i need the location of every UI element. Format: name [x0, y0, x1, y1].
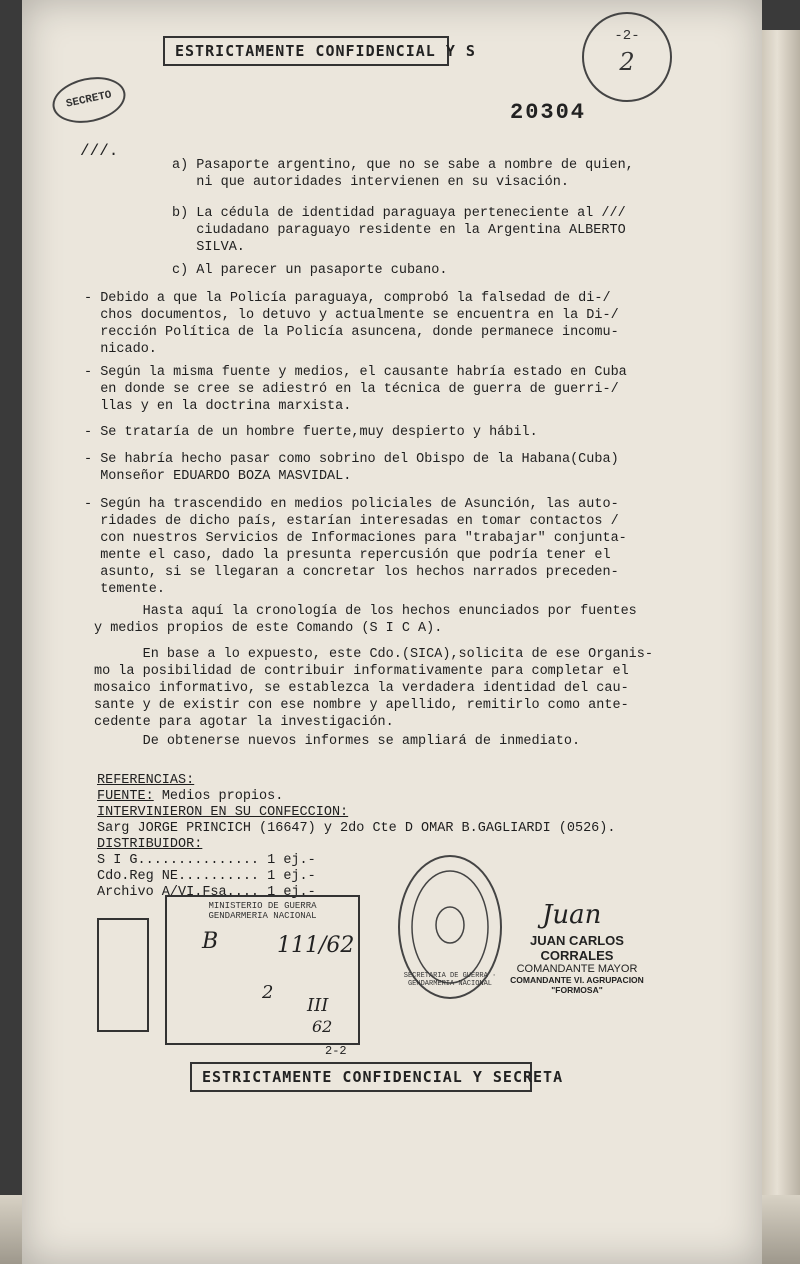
continuation-mark: ///.	[80, 142, 119, 160]
archive-stamp	[97, 918, 149, 1032]
signer-block	[492, 933, 662, 995]
page-edge	[762, 30, 800, 1264]
folio-number: 2	[619, 48, 635, 76]
intervened-label: INTERVINIERON EN SU CONFECCION:	[97, 805, 349, 820]
top-confidential-banner: ESTRICTAMENTE CONFIDENCIAL Y S	[163, 36, 449, 66]
document-number: 20304	[510, 100, 587, 125]
item-c: c) Al parecer un pasaporte cubano.	[172, 263, 448, 278]
folio-stamp	[582, 12, 672, 102]
paragraph-cronologia: Hasta aquí la cronología de los hechos enunciados por fuentes y medios propios de este Comando (S I C A).	[94, 604, 637, 636]
registry-month: III	[307, 995, 329, 1016]
source-label: FUENTE:	[97, 789, 154, 804]
references-title: REFERENCIAS:	[97, 773, 195, 788]
page-number: 2-2	[325, 1044, 347, 1058]
paragraph-solicitud: En base a lo expuesto, este Cdo.(SICA),solicita de ese Organis- mo la posibilidad de contribuir informativamente para completar el mosaico informativo, se establezca la verdadera identidad del cau- sante y de existir con ese nombre y apellido, remitirlo como ante- cedente para agotar la investigación.	[94, 647, 653, 730]
distribution-line: Cdo.Reg NE.......... 1 ej.-	[97, 869, 316, 884]
paragraph-ampliacion: De obtenerse nuevos informes se ampliará de inmediato.	[94, 734, 581, 749]
item-a: a) Pasaporte argentino, que no se sabe a nombre de quien, ni que autoridades intervienen en su visación.	[172, 158, 634, 190]
signer-unit: COMANDANTE VI. AGRUPACION "FORMOSA"	[510, 975, 644, 995]
gendarmeria-seal	[398, 855, 502, 999]
distribution-line: S I G............... 1 ej.-	[97, 853, 316, 868]
document-page	[22, 0, 762, 1264]
bullet-cuba: - Según la misma fuente y medios, el causante habría estado en Cuba en donde se cree se adiestró en la técnica de guerra de guerri-/ llas y en la doctrina marxista.	[84, 365, 627, 414]
bullet-hombre: - Se trataría de un hombre fuerte,muy despierto y hábil.	[84, 425, 538, 440]
source-value: Medios propios.	[153, 789, 284, 804]
references-block	[97, 773, 615, 901]
registry-year: 62	[312, 1017, 333, 1036]
bullet-sobrino: - Se habría hecho pasar como sobrino del Obispo de la Habana(Cuba) Monseñor EDUARDO BOZA MASVIDAL.	[84, 452, 619, 484]
registry-number: 111/62	[277, 933, 355, 958]
item-b: b) La cédula de identidad paraguaya perteneciente al /// ciudadano paraguayo residente en la Argentina ALBERTO SILVA.	[172, 206, 626, 255]
bullet-asuncion: - Según ha trascendido en medios policiales de Asunción, las auto- ridades de dicho país, estarían interesadas en tomar contactos / con nuestros Servicios de Informaciones para "trabajar" conjunta- mente el caso, dado la presunta repercusión que podría tener el asunto, si se llegaran a concretar los hechos narrados preceden- temente.	[84, 497, 627, 597]
seal-text: SECRETARIA DE GUERRA · GENDARMERIA NACIONAL	[403, 972, 497, 988]
signer-name: JUAN CARLOS CORRALES	[530, 933, 624, 963]
distribution-line: Archivo A/VI.Fsa.... 1 ej.-	[97, 885, 316, 900]
bottom-confidential-banner: ESTRICTAMENTE CONFIDENCIAL Y SECRETA	[190, 1062, 532, 1092]
registry-letter: B	[202, 929, 219, 954]
registry-line2: GENDARMERIA NACIONAL	[208, 911, 317, 921]
secreto-mark: SECRETO	[48, 71, 130, 129]
registry-line1: MINISTERIO DE GUERRA	[208, 901, 317, 911]
bullet-falsedad: - Debido a que la Policía paraguaya, comprobó la falsedad de di-/ chos documentos, lo detuvo y actualmente se encuentra en la Di-/ rección Política de la Policía asuncena, donde permanece incomu- nicado.	[84, 291, 619, 357]
intervened-value: Sarg JORGE PRINCICH (16647) y 2do Cte D OMAR B.GAGLIARDI (0526).	[97, 821, 616, 836]
registry-day: 2	[262, 982, 274, 1003]
folio-label: -2-	[614, 28, 640, 44]
handwritten-signature: Juan	[542, 900, 602, 930]
registry-stamp	[165, 895, 360, 1045]
signer-rank: COMANDANTE MAYOR	[516, 963, 638, 975]
distributor-label: DISTRIBUIDOR:	[97, 837, 203, 852]
